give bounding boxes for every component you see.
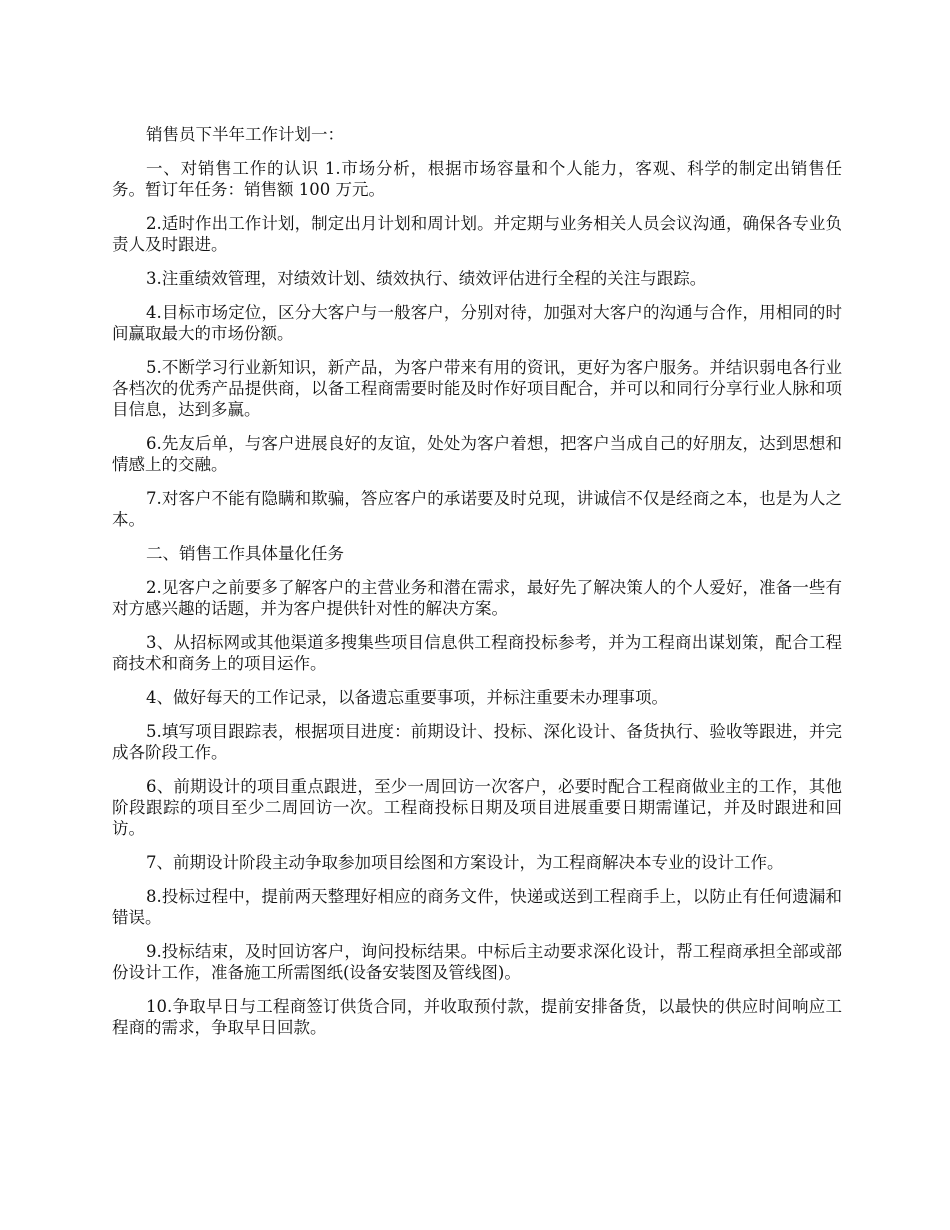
paragraph: 3、从招标网或其他渠道多搜集些项目信息供工程商投标参考，并为工程商出谋划策，配合工程商技术和商务上的项目运作。 [112,633,842,673]
paragraph: 一、对销售工作的认识 1.市场分析，根据市场容量和个人能力，客观、科学的制定出销售任务。暂订年任务：销售额 100 万元。 [112,159,842,199]
paragraph: 2.见客户之前要多了解客户的主营业务和潜在需求，最好先了解决策人的个人爱好，准备一些有对方感兴趣的话题，并为客户提供针对性的解决方案。 [112,578,842,618]
paragraph: 4.目标市场定位，区分大客户与一般客户，分别对待，加强对大客户的沟通与合作，用相同的时间赢取最大的市场份额。 [112,303,842,343]
paragraph: 9.投标结束，及时回访客户，询问投标结果。中标后主动要求深化设计，帮工程商承担全部或部份设计工作，准备施工所需图纸(设备安装图及管线图)。 [112,942,842,982]
document-heading: 销售员下半年工作计划一： [146,125,344,144]
paragraph: 7.对客户不能有隐瞒和欺骗，答应客户的承诺要及时兑现，讲诚信不仅是经商之本，也是为人之本。 [112,489,842,529]
paragraph: 2.适时作出工作计划，制定出月计划和周计划。并定期与业务相关人员会议沟通，确保各专业负责人及时跟进。 [112,214,842,254]
paragraph: 6.先友后单，与客户进展良好的友谊，处处为客户着想，把客户当成自己的好朋友，达到思想和情感上的交融。 [112,434,842,474]
paragraph: 8.投标过程中，提前两天整理好相应的商务文件，快递或送到工程商手上，以防止有任何遗漏和错误。 [112,887,842,927]
paragraph: 6、前期设计的项目重点跟进，至少一周回访一次客户，必要时配合工程商做业主的工作，其他阶段跟踪的项目至少二周回访一次。工程商投标日期及项目进展重要日期需谨记，并及时跟进和回访。 [112,777,842,838]
paragraph: 5.不断学习行业新知识，新产品，为客户带来有用的资讯，更好为客户服务。并结识弱电各行业各档次的优秀产品提供商，以备工程商需要时能及时作好项目配合，并可以和同行分享行业人脉和项目信息，达到多赢。 [112,358,842,419]
paragraph: 7、前期设计阶段主动争取参加项目绘图和方案设计，为工程商解决本专业的设计工作。 [146,853,784,872]
paragraph: 5.填写项目跟踪表，根据项目进度：前期设计、投标、深化设计、备货执行、验收等跟进，并完成各阶段工作。 [112,722,842,762]
paragraph: 4、做好每天的工作记录，以备遗忘重要事项，并标注重要未办理事项。 [146,688,668,707]
document-body [112,124,842,1051]
paragraph: 3.注重绩效管理，对绩效计划、绩效执行、绩效评估进行全程的关注与跟踪。 [146,269,707,288]
section-heading: 二、销售工作具体量化任务 [146,544,344,563]
paragraph: 10.争取早日与工程商签订供货合同，并收取预付款，提前安排备货，以最快的供应时间响应工程商的需求，争取早日回款。 [112,997,842,1037]
